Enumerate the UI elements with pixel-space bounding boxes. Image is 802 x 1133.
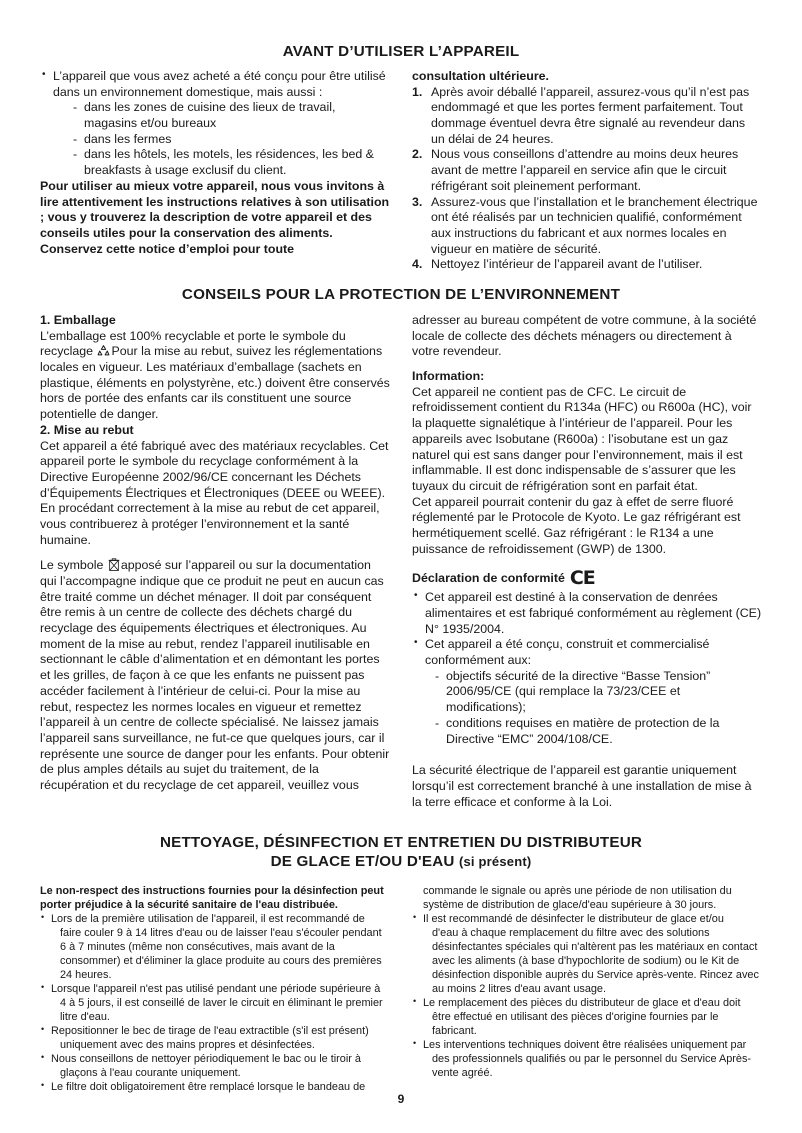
section2-heading-conformite xyxy=(412,566,762,590)
section2-info-paragraph-2: Cet appareil pourrait contenir du gaz à effet de serre fluoré réglementé par le Protocole de Kyoto. Le gaz réfrigérant est hermétiquement scellé. Gaz réfrigérant : le R134 a une puissance de refroidissement (GWP) de 1300. xyxy=(412,494,741,556)
conformity-sub-0: objectifs sécurité de la directive “Basse Tension” 2006/95/CE (qui remplace la 73/23/CEE et modifications); xyxy=(446,668,711,715)
section2-conformity-bullets xyxy=(412,590,762,747)
section1-bold-paragraph-2: Conservez cette notice d’emploi pour toute xyxy=(40,241,295,256)
list-item xyxy=(40,69,390,179)
list-item xyxy=(412,1038,762,1080)
section2-title: CONSEILS POUR LA PROTECTION DE L’ENVIRONNEMENT xyxy=(181,286,621,303)
list-item xyxy=(412,996,762,1038)
section2-emballage-text-before: L’emballage est 100% recyclable et porte le symbole du recyclage xyxy=(40,328,346,359)
list-item xyxy=(435,716,762,747)
section2-emballage-text-after: Pour la mise au rebut, suivez les réglementations locales en vigueur. Les matériaux d’emballage (sachets en plastique, éléments en polystyrène, etc.) doivent être conservés hors de portée des enfants car ils constituent une source potentielle de danger. xyxy=(40,344,390,422)
section3-warning: Le non-respect des instructions fournies pour la désinfection peut porter préjudice à la sécurité sanitaire de l'eau distribuée. xyxy=(40,885,384,911)
bullet-head: Le filtre doit obligatoirement être remplacé lorsque le bandeau de xyxy=(51,1081,366,1093)
bullet-cont: faire couler 9 à 14 litres d'eau ou de laisser l'eau s'écouler pendant 6 à 7 minutes (même non consécutives, mais avant de la consommer) et d'éliminer la glace produite au cours des premières 24 heures. xyxy=(60,927,382,981)
section1-bold-continuation: consultation ultérieure. xyxy=(412,69,550,83)
section3-left-column xyxy=(40,884,390,1094)
ce-mark-icon: CE xyxy=(569,567,595,590)
list-item xyxy=(412,147,762,194)
section3-left-bullets xyxy=(40,912,390,1094)
list-number: 2. xyxy=(412,147,423,162)
section2-paragraph-emballage xyxy=(40,329,390,423)
section1-dash-1: dans les fermes xyxy=(84,131,172,146)
section3-continuation: commande le signale ou après une période de non utilisation du système de distribution de glace/d'eau supérieure à 30 jours. xyxy=(423,885,732,911)
conformity-sub-1: conditions requises en matière de protection de la Directive “EMC” 2004/108/CE. xyxy=(446,715,720,746)
list-item xyxy=(40,982,390,1024)
list-text: Après avoir déballé l’appareil, assurez-vous qu’il n’est pas endommagé et que les portes ferment parfaitement. Tout dommage éventuel devra être signalé au revendeur dans un délai de 24 heures. xyxy=(431,84,750,146)
section1-right-column xyxy=(412,69,762,273)
section2-heading-mise-au-rebut: 2. Mise au rebut xyxy=(40,422,134,437)
list-item xyxy=(73,147,390,178)
section3-right-bullets xyxy=(412,912,762,1080)
section1-numbered-list xyxy=(412,85,762,273)
bullet-head: Les interventions techniques doivent être réalisées uniquement par xyxy=(423,1039,747,1051)
section1-dash-0: dans les zones de cuisine des lieux de travail, magasins et/ou bureaux xyxy=(84,100,336,131)
section1-bullet-list xyxy=(40,69,390,179)
list-item xyxy=(412,912,762,996)
section2-right-column xyxy=(412,313,762,810)
section3-title-line2 xyxy=(40,852,762,871)
section2-paragraph-symbole xyxy=(40,557,390,793)
section1-dash-2: dans les hôtels, les motels, les résidences, les bed & breakfasts à usage exclusif du client. xyxy=(84,147,374,178)
recycle-icon xyxy=(97,344,110,357)
list-item xyxy=(40,912,390,982)
list-item xyxy=(412,85,762,148)
bullet-cont: 4 à 5 jours, il est conseillé de laver le circuit en éliminant le premier litre d'eau. xyxy=(60,997,383,1023)
page-number: 9 xyxy=(397,1092,405,1106)
section1-title: AVANT D’UTILISER L’APPAREIL xyxy=(282,43,520,60)
bullet-cont: glaçons à l'eau courante uniquement. xyxy=(60,1067,241,1079)
section2-paragraph-continuation: adresser au bureau compétent de votre commune, à la société locale de collecte des déchets ménagers ou directement à votre revendeur. xyxy=(412,313,757,359)
list-text: Assurez-vous que l’installation et le branchement électrique ont été réalisés par un technicien qualifié, conformément aux instructions du fabricant et aux normes locales en vigueur en matière de sécurité. xyxy=(431,194,758,256)
section1-columns xyxy=(40,69,762,273)
section1-dash-list xyxy=(53,100,390,178)
section2-closing-paragraph: La sécurité électrique de l’appareil est garantie uniquement lorsqu’il est correctement branché à une installation de mise à la terre efficace et conforme à la Loi. xyxy=(412,763,752,809)
bullet-head: Repositionner le bec de tirage de l'eau extractible (s'il est présent) xyxy=(51,1025,369,1037)
section-avant-utiliser xyxy=(40,42,762,61)
section1-bullet1-text: L’appareil que vous avez acheté a été conçu pour être utilisé dans un environnement domestique, mais aussi : xyxy=(53,69,386,99)
crossed-out-wheelie-bin-icon xyxy=(108,557,120,572)
bullet-head: Le remplacement des pièces du distributeur de glace et d'eau doit xyxy=(423,997,741,1009)
bullet-head: Lors de la première utilisation de l'appareil, il est recommandé de xyxy=(51,913,365,925)
section3-columns xyxy=(40,884,762,1094)
section2-columns xyxy=(40,313,762,810)
conformity-heading-text: Déclaration de conformité xyxy=(412,571,565,586)
section3-title-line1: NETTOYAGE, DÉSINFECTION ET ENTRETIEN DU DISTRIBUTEUR xyxy=(159,834,643,851)
list-item xyxy=(40,1024,390,1052)
section-protection-environnement xyxy=(40,285,762,304)
section2-left-column xyxy=(40,313,390,794)
section2-heading-emballage: 1. Emballage xyxy=(40,313,116,327)
list-number: 3. xyxy=(412,194,423,209)
list-item xyxy=(412,590,762,637)
list-item xyxy=(435,669,762,716)
list-text: Nous vous conseillons d’attendre au moins deux heures avant de mettre l’appareil en service afin que le circuit réfrigérant soit pleinement performant. xyxy=(431,147,739,193)
section1-left-column xyxy=(40,69,390,257)
list-item xyxy=(412,257,762,273)
list-number: 1. xyxy=(412,84,423,99)
section-nettoyage-desinfection xyxy=(40,833,762,872)
section2-paragraph-mise-au-rebut: Cet appareil a été fabriqué avec des matériaux recyclables. Cet appareil porte le symbole du recyclage conformément à la Directive Européenne 2002/96/CE concernant les Déchets d’Équipements Électriques et Électroniques (DEEE ou WEEE). En procédant correctement à la mise au rebut de cet appareil, vous contribuerez à protéger l’environnement et la santé humaine. xyxy=(40,438,389,547)
section2-heading-information: Information: xyxy=(412,369,485,384)
list-item xyxy=(73,100,390,131)
conformity-bullet-0-text: Cet appareil est destiné à la conservation de denrées alimentaires et est fabriqué conformément au règlement (CE) N° 1935/2004. xyxy=(425,590,762,636)
list-item xyxy=(40,1052,390,1080)
section2-info-paragraph-1: Cet appareil ne contient pas de CFC. Le circuit de refroidissement contient du R134a (HFC) ou R600a (HC), voir la plaquette signalétique à l’intérieur de l’appareil. Pour les appareils avec Isobutane (R600a) : l’isobutane est un gaz naturel qui est sans danger pour l’environnement, mais il est inflammable. Il est donc indispensable de s’assurer que les tuyaux du circuit de réfrigération sont en parfait état. xyxy=(412,384,752,493)
section2-symbole-text-before: Le symbole xyxy=(40,558,104,573)
section3-title-suffix: (si présent) xyxy=(458,854,532,870)
bullet-cont: des professionnels qualifiés ou par le personnel du Service Après-vente agréé. xyxy=(432,1053,752,1079)
section3-right-column xyxy=(412,884,762,1080)
section3-title-main: DE GLACE ET/OU D'EAU xyxy=(270,853,455,871)
conformity-sub-list xyxy=(425,669,762,747)
bullet-cont: être effectué en utilisant des pièces d'origine fournies par le fabricant. xyxy=(432,1011,719,1037)
list-item xyxy=(412,637,762,747)
section2-symbole-text-after: apposé sur l’appareil ou sur la documentation qui l’accompagne indique que ce produit ne peut en aucun cas être traité comme un déchet ménager. Il doit par conséquent être remis à un centre de collecte des déchets chargé du recyclage des équipements électriques et électroniques. Au moment de la mise au rebut, rendez l’appareil inutilisable en sectionnant le câble d’alimentation et en démontant les portes et les grilles, de façon à ce que les enfants ne puissent pas accéder facilement à l’intérieur de celui-ci. Pour la mise au rebut, respectez les normes locales en vigueur et remettez l’appareil à un centre de collecte spécialisé. Ne laissez jamais l’appareil sans surveillance, ne fut-ce que quelques jours, car il représente une source de danger pour les enfants. Pour obtenir de plus amples détails au sujet du traitement, de la récupération et du recyclage de cet appareil, veuillez vous xyxy=(40,558,390,792)
bullet-cont: uniquement avec des mains propres et désinfectées. xyxy=(60,1039,315,1051)
list-item xyxy=(412,195,762,258)
list-number: 4. xyxy=(412,257,423,272)
section1-bold-paragraph-1: Pour utiliser au mieux votre appareil, nous vous invitons à lire attentivement les instructions relatives à son utilisation ; vous y trouverez la description de votre appareil et des conseils utiles pour la conservation des aliments. xyxy=(40,178,390,240)
list-text: Nettoyez l’intérieur de l’appareil avant de l’utiliser. xyxy=(431,257,703,272)
bullet-head: Nous conseillons de nettoyer périodiquement le bac ou le tiroir à xyxy=(51,1053,361,1065)
bullet-head: Il est recommandé de désinfecter le distributeur de glace et/ou xyxy=(423,913,724,925)
conformity-bullet-1-text: Cet appareil a été conçu, construit et commercialisé conformément aux: xyxy=(425,637,710,668)
bullet-head: Lorsque l'appareil n'est pas utilisé pendant une période supérieure à xyxy=(51,983,381,995)
bullet-cont: d'eau à chaque remplacement du filtre avec des solutions désinfectantes spéciales qui n'altèrent pas les matériaux en contact avec les aliments (à base d'hypochlorite de sodium) ou le Kit de désinfection disponible auprès du Service après-vente. Rincez avec au moins 2 litres d'eau avant usage. xyxy=(432,927,759,995)
list-item xyxy=(73,132,390,148)
